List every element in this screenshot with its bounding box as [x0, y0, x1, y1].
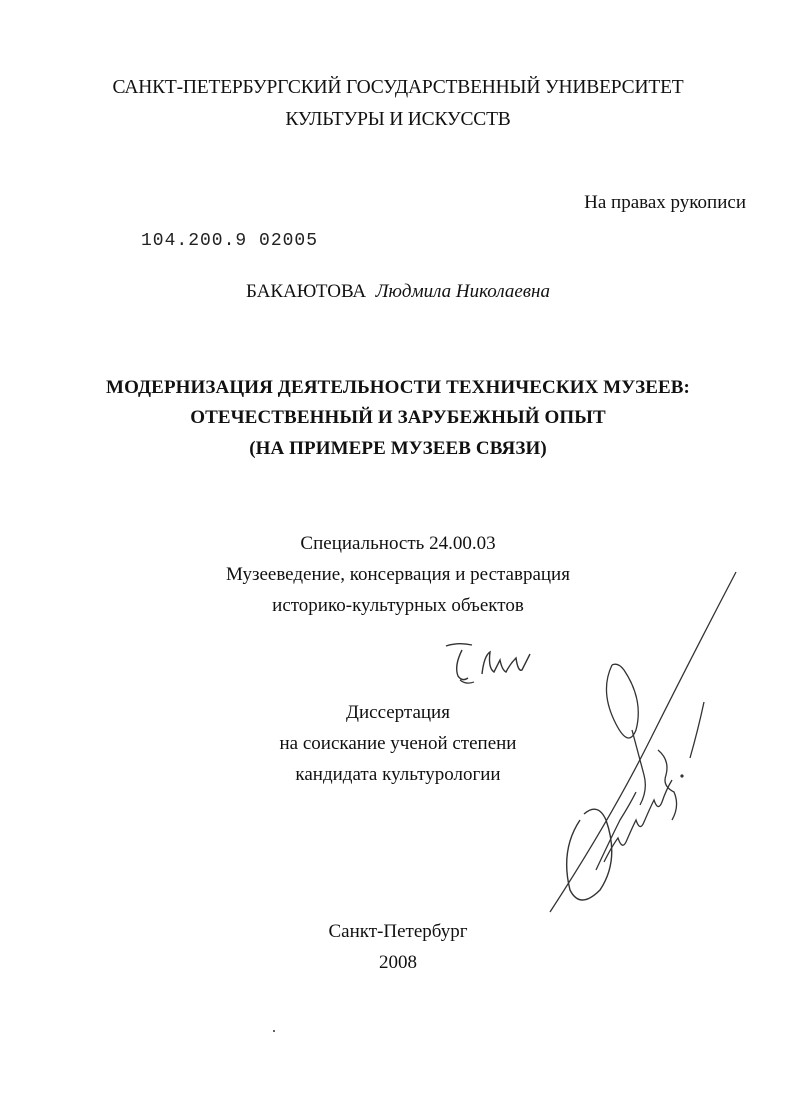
degree-line-2: на соискание ученой степени: [279, 733, 517, 754]
dissertation-title-line-2: ОТЕЧЕСТВЕННЫЙ И ЗАРУБЕЖНЫЙ ОПЫТ: [190, 407, 606, 428]
author-surname: БАКАЮТОВА: [246, 281, 367, 302]
place: Санкт-Петербург: [328, 921, 468, 942]
catalog-number-stamp: 104.200.9 02005: [141, 230, 319, 252]
author-signature: [540, 570, 750, 920]
author-line: [0, 280, 796, 304]
specialty-name-line-2: историко-культурных объектов: [272, 595, 524, 616]
handwritten-initials: [440, 638, 540, 688]
institution-line-2: КУЛЬТУРЫ И ИСКУССТВ: [285, 109, 511, 130]
specialty-code: Специальность 24.00.03: [300, 533, 496, 554]
year: 2008: [379, 952, 417, 973]
rights-note: На правах рукописи: [584, 192, 746, 213]
scan-speck: [273, 1030, 275, 1032]
degree-line-1: Диссертация: [346, 702, 450, 723]
dissertation-title-line-1: МОДЕРНИЗАЦИЯ ДЕЯТЕЛЬНОСТИ ТЕХНИЧЕСКИХ МУЗЕЕВ:: [106, 377, 690, 398]
institution-line-1: САНКТ-ПЕТЕРБУРГСКИЙ ГОСУДАРСТВЕННЫЙ УНИВЕРСИТЕТ: [112, 77, 684, 98]
author-given-names: Людмила Николаевна: [375, 281, 550, 302]
specialty-name-line-1: Музееведение, консервация и реставрация: [226, 564, 570, 585]
dissertation-title-line-3: (НА ПРИМЕРЕ МУЗЕЕВ СВЯЗИ): [249, 438, 547, 459]
degree-line-3: кандидата культурологии: [295, 764, 501, 785]
